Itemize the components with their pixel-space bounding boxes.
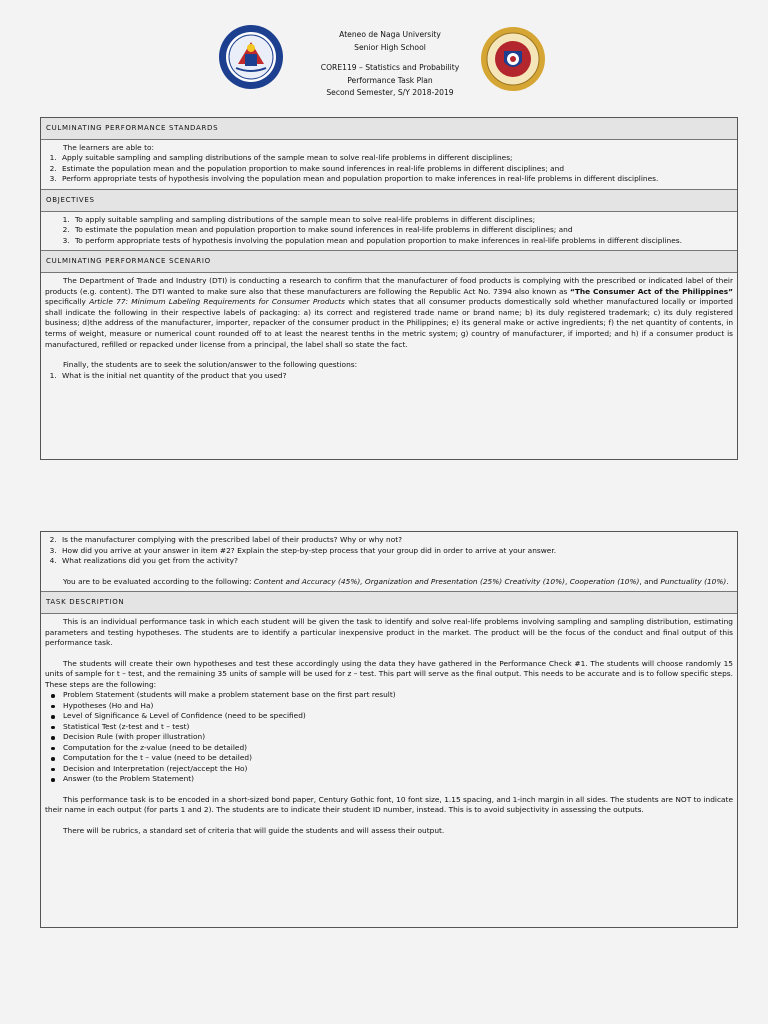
- list-item: Hypotheses (Ho and Ha): [57, 701, 733, 712]
- task-paragraph: This is an individual performance task in which each student will be given the task to identify and solve real-life problems involving sampling and sampling distribution, estimating parameters and testing hypotheses. The students are to identify a particular inexpensive product in the market. The product will be the focus of the conduct and final output of this performance task.: [45, 617, 733, 648]
- plan-box-page1: [40, 117, 738, 460]
- plan-box-page2: [40, 531, 738, 928]
- section-heading-standards: CULMINATING PERFORMANCE STANDARDS: [41, 118, 737, 140]
- list-item: Statistical Test (z-test and t – test): [57, 722, 733, 733]
- list-item: 3. To perform appropriate tests of hypothesis involving the population mean and population proportion to make inferences in real-life problems in different disciplines.: [72, 236, 733, 247]
- evaluation-criteria: You are to be evaluated according to the following: Content and Accuracy (45%), Organization and Presentation (25%) Creativity (10%), Cooperation (10%), and Punctuality (10%).: [63, 576, 729, 586]
- semester-label: Second Semester, S/Y 2018-2019: [326, 88, 454, 97]
- section-body-task: [41, 614, 737, 840]
- standards-intro: The learners are able to:: [63, 142, 154, 152]
- list-item: Computation for the z-value (need to be detailed): [57, 743, 733, 754]
- section-body-standards: [41, 140, 737, 189]
- plan-title: Performance Task Plan: [347, 75, 433, 85]
- list-item: Decision and Interpretation (reject/accept the Ho): [57, 764, 733, 775]
- list-item: 1. Apply suitable sampling and sampling distributions of the sample mean to solve real-life problems in different disciplines;: [59, 153, 733, 164]
- section-body-objectives: [41, 212, 737, 251]
- school-name: Senior High School: [354, 42, 426, 52]
- list-item: Answer (to the Problem Statement): [57, 774, 733, 785]
- task-paragraph: This performance task is to be encoded in a short-sized bond paper, Century Gothic font, 10 font size, 1.15 spacing, and 1-inch margin in all sides. The students are NOT to indicate their name in each output (for parts 1 and 2). The students are to indicate their student ID number, instead. This is to avoid subjectivity in assessing the outputs.: [45, 794, 733, 815]
- list-item: 4. What realizations did you get from the activity?: [59, 556, 733, 567]
- objectives-list: [45, 215, 733, 247]
- scenario-questions-list-continued: [45, 535, 733, 567]
- university-name: Ateneo de Naga University: [339, 30, 441, 39]
- list-item: Level of Significance & Level of Confidence (need to be specified): [57, 711, 733, 722]
- section-heading-scenario: CULMINATING PERFORMANCE SCENARIO: [41, 250, 737, 273]
- list-item: Computation for the t – value (need to be detailed): [57, 753, 733, 764]
- task-paragraph: There will be rubrics, a standard set of criteria that will guide the students and will assess their output.: [63, 825, 445, 835]
- list-item: Decision Rule (with proper illustration): [57, 732, 733, 743]
- list-item: 2. Estimate the population mean and the population proportion to make sound inferences in real-life problems in different disciplines; and: [59, 164, 733, 175]
- scenario-questions-list: [45, 371, 733, 382]
- list-item: 3. Perform appropriate tests of hypothesis involving the population mean and population proportion to make inferences in real-life problems in different disciplines.: [59, 174, 733, 185]
- section-heading-objectives: OBJECTIVES: [41, 189, 737, 212]
- list-item: 1. To apply suitable sampling and sampling distributions of the sample mean to solve real-life problems in different disciplines;: [72, 215, 733, 226]
- section-heading-task: TASK DESCRIPTION: [41, 591, 737, 614]
- section-body-scenario-continued: [41, 532, 737, 591]
- list-item: 1. What is the initial net quantity of the product that you used?: [59, 371, 733, 382]
- standards-list: [45, 153, 733, 185]
- task-steps-list: [45, 690, 733, 785]
- scenario-paragraph: The Department of Trade and Industry (DTI) is conducting a research to confirm that the manufacturer of food products is complying with the prescribed or indicated label of their products (e.g. content). The DTI wanted to make sure also that these manufacturers are following the Republic Act No. 7394 also known as “The Consumer Act of the Philippines” specifically Article 77: Minimum Labeling Requirements for Consumer Products which states that all consumer products domestically sold whether manufactured locally or imported shall indicate the following in their respective labels of packaging: a) its correct and registered trade name or brand name; b) its duly registered trademark; c) its duly registered business; d)the address of the manufacturer, importer, repacker of the consumer product in the Philippines; e) its general make or active ingredients; f) the net quantity of contents, in terms of weight, measure or numerical count rounded off to at least the nearest tenths in the metric system; g) country of manufacturer, if imported; and h) if a consumer product is manufactured, refilled or repacked under license from a principal, the label shall so state the fact.: [45, 276, 733, 349]
- task-paragraph: The students will create their own hypotheses and test these accordingly using the data they have gathered in the Performance Check #1. The students will choose randomly 15 units of sample for t – test, and the remaining 35 units of sample will be used for z – test. This part will serve as the final output. This needs to be accurate and is to follow specific steps. These steps are the following:: [45, 658, 733, 689]
- list-item: Problem Statement (students will make a problem statement base on the first part result): [57, 690, 733, 701]
- list-item: 2. To estimate the population mean and population proportion to make sound inferences in real-life problems in different disciplines; and: [72, 225, 733, 236]
- section-body-scenario: [41, 273, 737, 385]
- course-title: CORE119 – Statistics and Probability: [320, 63, 460, 72]
- scenario-questions-intro: Finally, the students are to seek the solution/answer to the following questions:: [63, 360, 358, 370]
- document-header: [270, 29, 510, 100]
- list-item: 2. Is the manufacturer complying with the prescribed label of their products? Why or why not?: [59, 535, 733, 546]
- list-item: 3. How did you arrive at your answer in item #2? Explain the step-by-step process that your group did in order to arrive at your answer.: [59, 546, 733, 557]
